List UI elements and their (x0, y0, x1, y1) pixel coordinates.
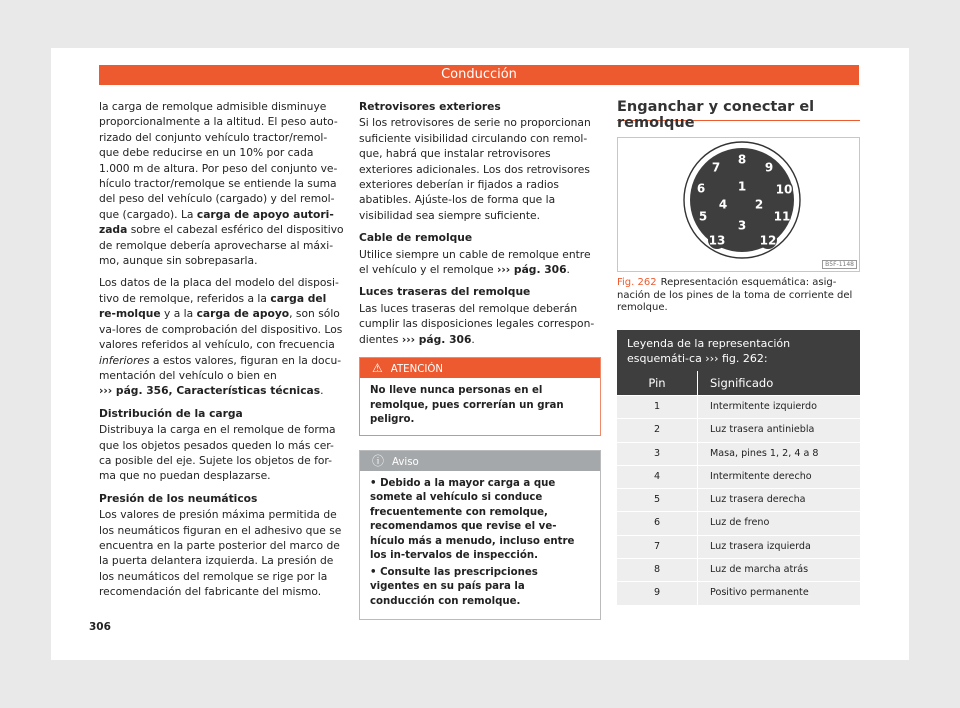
figure-code: B5F-1148 (822, 260, 857, 269)
warning-text: No lleve nunca personas en el remolque, pues correrían un gran peligro. (370, 385, 564, 426)
table-row (617, 418, 860, 441)
meaning-cell: Intermitente izquierdo (697, 396, 860, 418)
meaning-cell: Masa, pines 1, 2, 4 a 8 (697, 443, 860, 465)
table-row (617, 488, 860, 511)
pin-label: 8 (737, 152, 747, 167)
meaning-cell: Positivo permanente (697, 582, 860, 604)
pin-label: 6 (696, 181, 706, 196)
pin-cell: 4 (653, 470, 661, 482)
warning-box (359, 357, 601, 436)
meaning-cell: Luz de marcha atrás (697, 559, 860, 581)
warning-header: ⚠ ATENCIÓN (360, 358, 600, 378)
column-1 (99, 99, 345, 607)
pin-label: 12 (759, 233, 777, 248)
pin-cell: 1 (653, 401, 661, 412)
meaning-cell: Luz trasera antiniebla (697, 419, 860, 441)
figure-connector-diagram (617, 137, 860, 272)
header-pin: Pin (648, 376, 666, 390)
subheading: Distribución de la carga (99, 406, 243, 420)
table-row (617, 511, 860, 534)
paragraph: la carga de remolque admisible disminuye proporcionalmente a la altitud. El peso auto-rizado del conjunto vehículo tractor/remol-que debe reducirse en un 10% por cada 1.000 m de altura. Por peso del conjunto ve-hículo tractor/remolque se entiende la suma del peso del vehículo (cargado) y del remol-que (cargado). La carga de apoyo autori-zada sobre el cabezal esférico del dispositivo de remolque debería aprovecharse al máxi-mo, aunque sin sobrepasarla. (99, 100, 344, 268)
table-header (617, 371, 860, 395)
connector-socket-diagram (618, 138, 861, 273)
table-row (617, 558, 860, 581)
section-title: Enganchar y conectar el remolque (617, 99, 860, 121)
pin-label: 11 (773, 209, 791, 224)
meaning-cell: Luz trasera izquierda (697, 536, 860, 558)
note-header: ⓘ Aviso (360, 451, 600, 471)
subheading: Luces traseras del remolque (359, 285, 531, 299)
meaning-cell: Intermitente derecho (697, 466, 860, 488)
column-3 (617, 99, 860, 599)
pin-cell: 2 (653, 424, 661, 436)
paragraph: Utilice siempre un cable de remolque entre el vehículo y el remolque ››› pág. 306. (359, 247, 591, 277)
table-row (617, 442, 860, 465)
note-item: • Debido a la mayor carga a que somete al vehículo si conduce frecuentemente con remolque, recomendamos que revise el ve-hículo más a menudo, incluso entre los in-tervalos de inspección. (370, 477, 575, 562)
warning-triangle-icon: ⚠ (372, 361, 383, 376)
cross-reference-link[interactable]: ››› pág. 306 (401, 332, 472, 346)
table-row (617, 395, 860, 418)
subheading: Presión de los neumáticos (99, 491, 258, 505)
page-number: 306 (89, 621, 111, 633)
legend-table (617, 330, 860, 605)
pin-label: 10 (775, 182, 793, 197)
subheading: Cable de remolque (359, 231, 473, 245)
pin-label: 4 (718, 197, 728, 212)
header-meaning: Significado (697, 371, 860, 395)
paragraph: Los valores de presión máxima permitida de los neumáticos figuran en el adhesivo que se encuentra en la parte posterior del marco de la puerta delantera izquierda. La presión de los neumáticos del remolque se rige por la recomendación del fabricante del mismo. (99, 508, 342, 599)
pin-cell: 8 (653, 564, 661, 576)
table-row (617, 581, 860, 604)
paragraph: Los datos de la placa del modelo del disposi-tivo de remolque, referidos a la carga del re-molque y a la carga de apoyo, son sólo va-lores de comprobación del dispositivo. Los valores referidos al vehículo, con frecuencia inferiores a estos valores, figuran en la docu-mentación del vehículo o bien en ››› pág. 356, Características técnicas. (99, 276, 343, 398)
pin-label: 13 (708, 233, 726, 248)
paragraph: Distribuya la carga en el remolque de forma que los objetos pesados queden lo más cer-ca posible del eje. Sujete los objetos de for-ma que no puedan desplazarse. (99, 423, 336, 483)
paragraph: Si los retrovisores de serie no proporcionan suficiente visibilidad circulando con remol-que, habrá que instalar retrovisores exteriores adicionales. Los dos retrovisores exteriores deberían ir fijados a radios abatibles. Ajúste-los de forma que la visibilidad sea siempre suficiente. (359, 116, 591, 222)
note-box (359, 450, 601, 621)
pin-cell: 6 (653, 517, 661, 529)
figure-caption: Fig. 262 Representación esquemática: asig-nación de los pines de la toma de corriente del remolque. (617, 277, 853, 313)
cross-reference-link[interactable]: ››› pág. 356, Características técnicas (99, 384, 321, 398)
subheading: Retrovisores exteriores (359, 100, 501, 113)
paragraph: Las luces traseras del remolque deberán cumplir las disposiciones legales correspon-dientes ››› pág. 306. (359, 301, 595, 346)
pin-label: 7 (711, 160, 721, 175)
note-item: • Consulte las prescripciones vigentes en su país para la conducción con remolque. (370, 566, 538, 607)
page-header: Conducción (99, 65, 859, 85)
pin-cell: 5 (653, 494, 661, 506)
meaning-cell: Luz trasera derecha (697, 489, 860, 511)
table-row (617, 535, 860, 558)
pin-label: 2 (754, 197, 764, 212)
meaning-cell: Luz de freno (697, 512, 860, 534)
pin-cell: 9 (653, 587, 661, 599)
pin-label: 9 (764, 160, 774, 175)
info-icon: ⓘ (372, 453, 385, 468)
pin-cell: 7 (653, 540, 661, 552)
column-2 (359, 99, 601, 620)
table-row (617, 465, 860, 488)
pin-cell: 3 (653, 447, 661, 459)
cross-reference-link[interactable]: ››› pág. 306 (497, 263, 567, 277)
table-caption: Leyenda de la representación esquemáti-ca ››› fig. 262: (617, 330, 860, 371)
pin-label: 5 (698, 209, 708, 224)
pin-label: 3 (737, 218, 747, 233)
pin-label: 1 (737, 179, 747, 194)
